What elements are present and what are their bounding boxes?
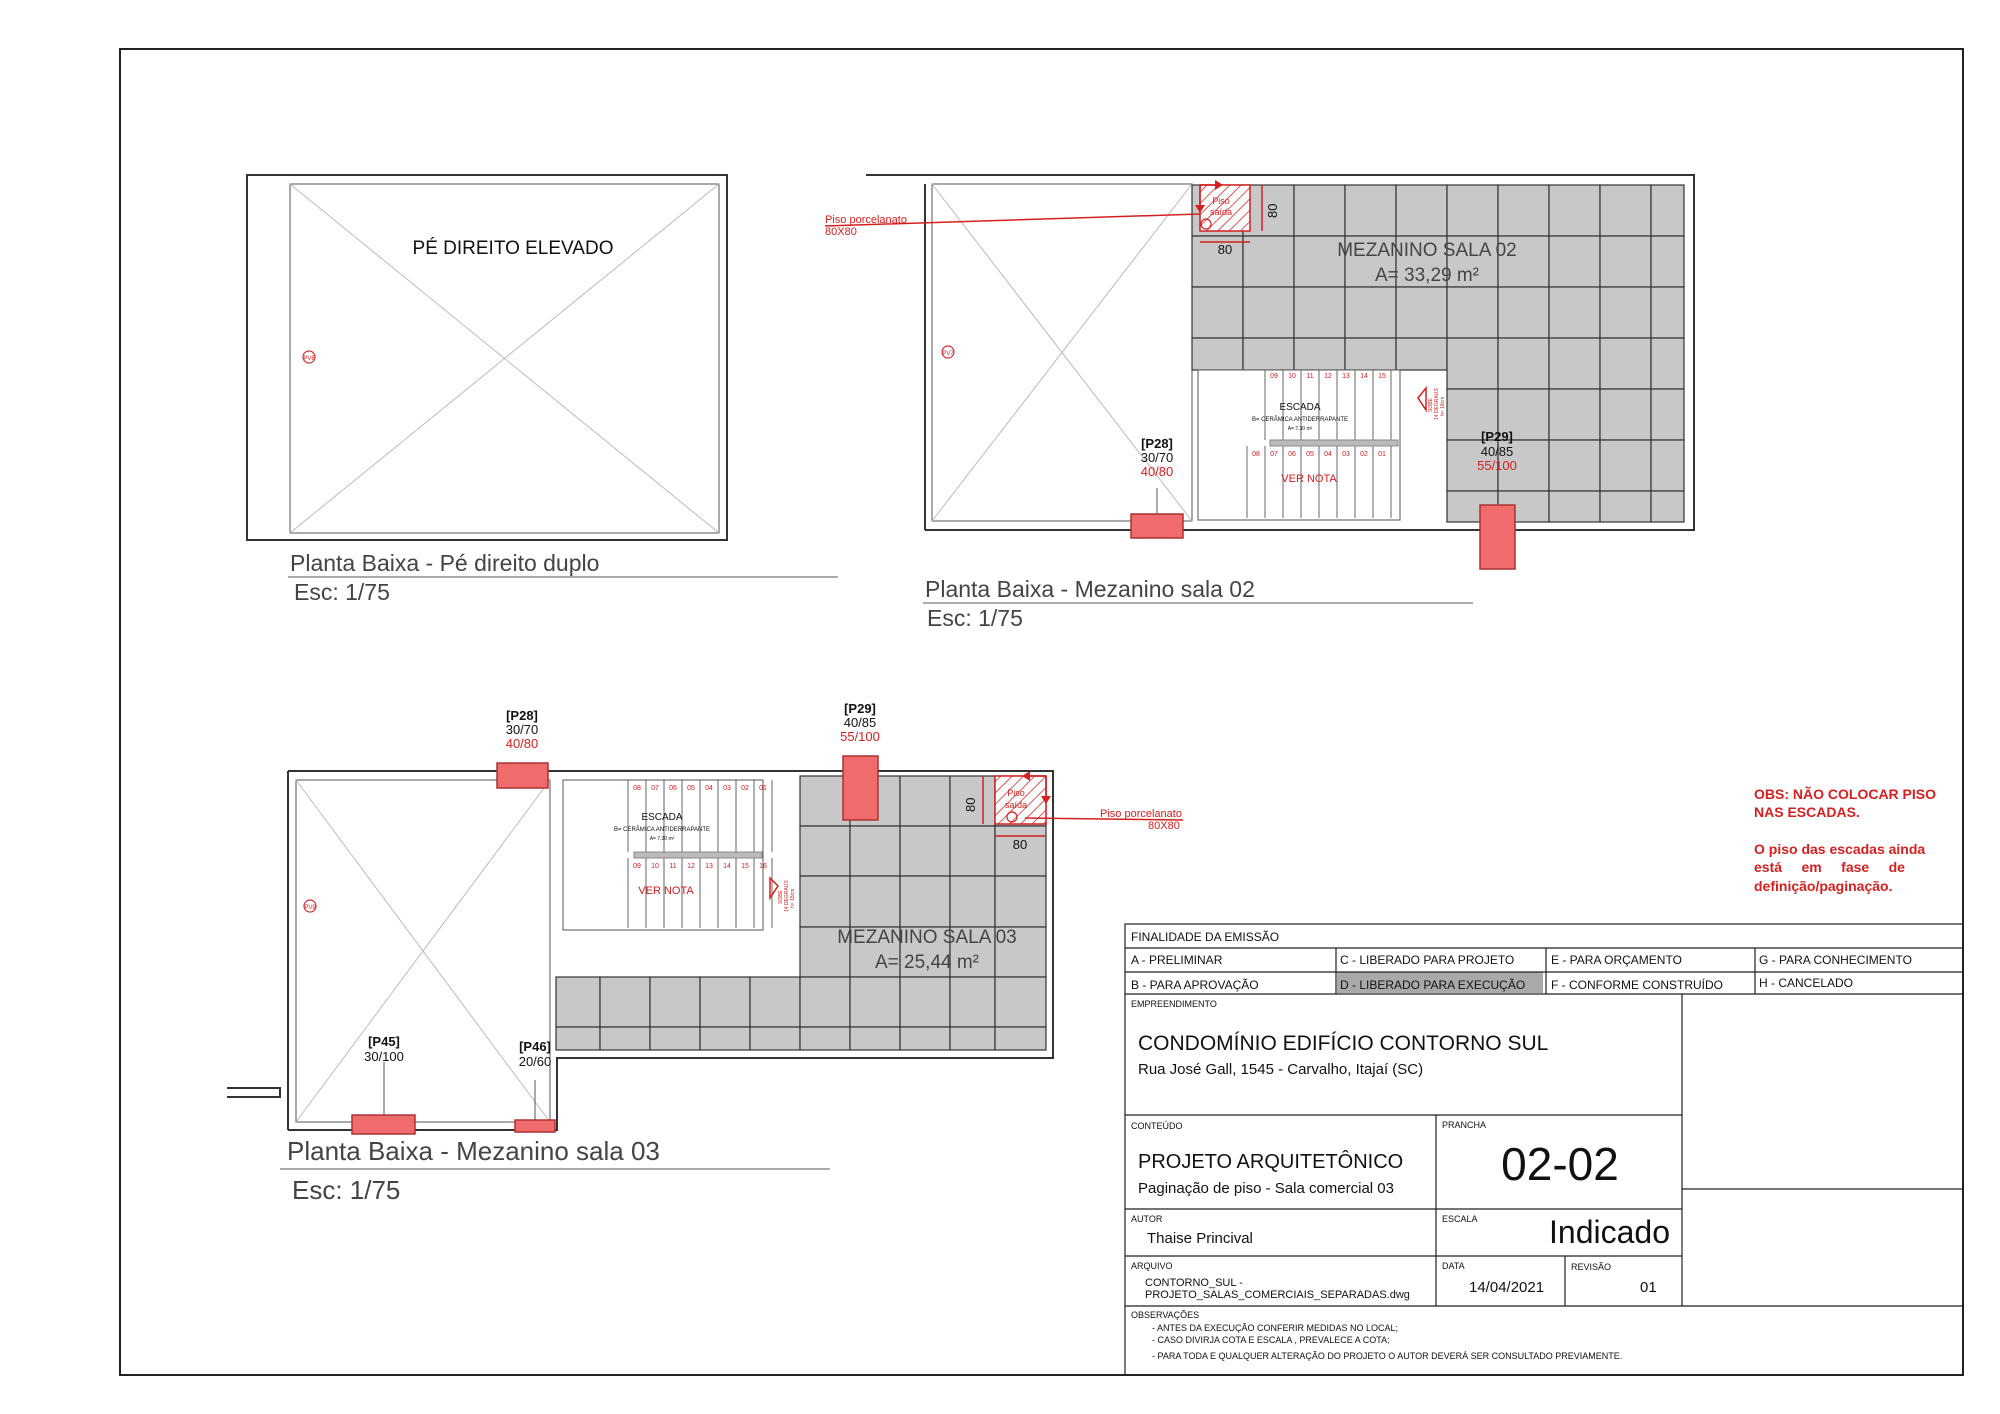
floor-tile	[850, 876, 900, 927]
plan-title: Planta Baixa - Pé direito duplo	[290, 550, 600, 576]
svg-text:REVISÃO: REVISÃO	[1571, 1262, 1612, 1272]
pillar-p28	[497, 763, 548, 788]
svg-text:ESCADA: ESCADA	[641, 812, 683, 823]
svg-text:ESCADA: ESCADA	[1279, 402, 1321, 413]
svg-text:14 DEGRAUS: 14 DEGRAUS	[784, 880, 790, 912]
step-number: 08	[1252, 451, 1260, 458]
svg-text:CONTEÚDO: CONTEÚDO	[1131, 1121, 1183, 1131]
svg-text:PROJETO ARQUITETÔNICO: PROJETO ARQUITETÔNICO	[1138, 1151, 1404, 1173]
step-number: 14	[1360, 373, 1368, 380]
floor-tile	[700, 1027, 750, 1050]
pillar-p29	[843, 756, 878, 820]
floor-tile	[900, 1027, 950, 1050]
svg-text:h= 18cm: h= 18cm	[790, 888, 796, 908]
floor-tile	[800, 977, 850, 1027]
step-number: 01	[759, 785, 767, 792]
svg-text:E - PARA ORÇAMENTO: E - PARA ORÇAMENTO	[1551, 953, 1682, 967]
step-number: 04	[1324, 451, 1332, 458]
stair-floor-note	[1754, 785, 1936, 894]
floor-tile	[850, 977, 900, 1027]
step-number: 10	[1288, 373, 1296, 380]
svg-text:[P46]: [P46]	[519, 1039, 551, 1054]
floor-tile	[1651, 338, 1684, 389]
floor-tile	[995, 1027, 1046, 1050]
svg-text:Piso: Piso	[1212, 196, 1230, 206]
room-area: A= 33,29 m²	[1374, 265, 1480, 286]
svg-text:NAS ESCADAS.: NAS ESCADAS.	[1754, 804, 1860, 820]
floor-tile	[600, 977, 650, 1027]
floor-tile	[800, 876, 850, 927]
step-number: 15	[1378, 373, 1386, 380]
room-area: A= 25,44 m²	[874, 952, 980, 973]
svg-text:Piso porcelanato: Piso porcelanato	[825, 214, 907, 226]
svg-text:saída: saída	[1004, 800, 1028, 810]
step-number: 09	[1270, 373, 1278, 380]
floor-tile	[650, 977, 700, 1027]
svg-text:G - PARA CONHECIMENTO: G - PARA CONHECIMENTO	[1759, 953, 1912, 967]
floor-tile	[850, 1027, 900, 1050]
svg-text:55/100: 55/100	[840, 729, 880, 744]
plan-scale: Esc: 1/75	[927, 605, 1023, 631]
svg-text:H - CANCELADO: H - CANCELADO	[1759, 976, 1854, 990]
plan-scale: Esc: 1/75	[292, 1175, 401, 1205]
svg-text:DATA: DATA	[1442, 1261, 1465, 1271]
pillar-p45	[352, 1115, 415, 1134]
room-label: PÉ DIREITO ELEVADO	[412, 238, 614, 259]
svg-text:Indicado: Indicado	[1549, 1214, 1670, 1250]
step-number: 02	[1360, 451, 1368, 458]
plan-title: Planta Baixa - Mezanino sala 02	[925, 576, 1255, 602]
svg-text:14/04/2021: 14/04/2021	[1469, 1279, 1545, 1296]
floor-tile	[1294, 287, 1345, 338]
svg-text:SOBE: SOBE	[778, 890, 784, 904]
floor-tile	[1651, 491, 1684, 522]
floor-tile	[1447, 185, 1498, 236]
svg-text:30/70: 30/70	[505, 722, 539, 737]
floor-tile	[1549, 440, 1600, 491]
floor-tile	[1549, 338, 1600, 389]
svg-text:Paginação de piso - Sala comer: Paginação de piso - Sala comercial 03	[1138, 1180, 1394, 1197]
svg-text:80: 80	[963, 797, 978, 812]
step-number: 10	[651, 863, 659, 870]
svg-text:A - PRELIMINAR: A - PRELIMINAR	[1131, 953, 1223, 967]
step-number: 11	[669, 863, 677, 870]
floor-tile	[995, 977, 1046, 1027]
svg-text:VER NOTA: VER NOTA	[638, 885, 694, 897]
floor-tile	[1396, 338, 1447, 370]
svg-text:ESCALA: ESCALA	[1442, 1214, 1478, 1224]
svg-text:SOBE: SOBE	[1428, 398, 1434, 412]
step-number: 12	[687, 863, 695, 870]
step-number: 05	[1306, 451, 1314, 458]
floor-tile	[800, 826, 850, 876]
step-number: 04	[705, 785, 713, 792]
floor-tile	[600, 1027, 650, 1050]
plan-title: Planta Baixa - Mezanino sala 03	[287, 1136, 660, 1166]
floor-tile	[1192, 287, 1243, 338]
svg-text:PV7: PV7	[942, 351, 954, 357]
floor-tile	[1294, 185, 1345, 236]
floor-tile	[1549, 389, 1600, 440]
floor-tile	[900, 876, 950, 927]
svg-text:A= 7,30 m²: A= 7,30 m²	[649, 836, 675, 842]
step-number: 13	[705, 863, 713, 870]
floor-tile	[900, 977, 950, 1027]
floor-tile	[750, 977, 800, 1027]
svg-text:Piso porcelanato: Piso porcelanato	[1100, 808, 1182, 820]
svg-text:- PARA TODA E QUALQUER ALTERAÇ: - PARA TODA E QUALQUER ALTERAÇÃO DO PROJETO O AUTOR DEVERÁ SER CONSULTADO PREVIAMENTE.	[1152, 1351, 1623, 1361]
floor-tile	[900, 776, 950, 826]
floor-tile	[1498, 185, 1549, 236]
svg-text:OBSERVAÇÕES: OBSERVAÇÕES	[1131, 1310, 1200, 1320]
floor-tile	[1651, 236, 1684, 287]
floor-tile	[1498, 338, 1549, 389]
svg-text:- ANTES DA EXECUÇÃO CONFERIR M: - ANTES DA EXECUÇÃO CONFERIR MEDIDAS NO LOCAL;	[1152, 1323, 1399, 1333]
svg-text:[P29]: [P29]	[1481, 429, 1513, 444]
floor-tile	[1600, 236, 1651, 287]
step-number: 08	[633, 785, 641, 792]
floor-tile	[556, 1027, 600, 1050]
room-name: MEZANINO SALA 03	[837, 927, 1017, 948]
svg-text:[P29]: [P29]	[844, 701, 876, 716]
sheet-number: 02-02	[1501, 1138, 1619, 1190]
svg-text:14 DEGRAUS: 14 DEGRAUS	[1434, 388, 1440, 420]
svg-text:Thaise Princival: Thaise Princival	[1147, 1230, 1253, 1247]
floor-tile	[1243, 287, 1294, 338]
svg-text:Piso: Piso	[1007, 788, 1025, 798]
pillar-p28	[1131, 514, 1183, 538]
svg-text:30/100: 30/100	[364, 1049, 404, 1064]
svg-text:está em fase de: está em fase de	[1754, 859, 1905, 875]
floor-tile	[1549, 185, 1600, 236]
step-number: 09	[633, 863, 641, 870]
svg-text:A= 7,30 m²: A= 7,30 m²	[1287, 426, 1313, 432]
floor-tile	[1396, 287, 1447, 338]
floor-tile	[950, 826, 995, 876]
plan-scale: Esc: 1/75	[294, 579, 390, 605]
floor-tile	[1600, 287, 1651, 338]
floor-tile	[800, 1027, 850, 1050]
step-number: 16	[759, 863, 767, 870]
svg-text:80: 80	[1012, 837, 1028, 852]
svg-text:80: 80	[1217, 242, 1233, 257]
svg-text:[P28]: [P28]	[1141, 436, 1173, 451]
project-address: Rua José Gall, 1545 - Carvalho, Itajaí (SC)	[1138, 1061, 1424, 1078]
floor-tile	[750, 1027, 800, 1050]
step-number: 07	[1270, 451, 1278, 458]
step-number: 06	[1288, 451, 1296, 458]
step-number: 05	[687, 785, 695, 792]
svg-text:40/85: 40/85	[843, 715, 877, 730]
floor-tile	[950, 876, 995, 927]
floor-tile	[1345, 338, 1396, 370]
step-number: 07	[651, 785, 659, 792]
floor-tile	[1600, 491, 1651, 522]
svg-text:20/60: 20/60	[518, 1054, 552, 1069]
svg-text:VER NOTA: VER NOTA	[1281, 473, 1337, 485]
svg-text:O piso das escadas ainda: O piso das escadas ainda	[1754, 841, 1926, 857]
floor-tile	[1600, 389, 1651, 440]
svg-text:[P28]: [P28]	[506, 708, 538, 723]
floor-tile	[950, 977, 995, 1027]
floor-tile	[556, 977, 600, 1027]
step-number: 06	[669, 785, 677, 792]
svg-text:F - CONFORME CONSTRUÍDO: F - CONFORME CONSTRUÍDO	[1551, 978, 1723, 992]
room-name: MEZANINO SALA 02	[1337, 240, 1517, 261]
floor-tile	[1447, 287, 1498, 338]
floor-tile	[850, 826, 900, 876]
svg-text:ARQUIVO: ARQUIVO	[1131, 1261, 1173, 1271]
svg-text:80: 80	[1265, 203, 1280, 218]
plan-mezanino-sala-02	[825, 175, 1694, 631]
svg-text:OBS: NÃO COLOCAR PISO: OBS: NÃO COLOCAR PISO	[1754, 786, 1937, 802]
svg-text:saída: saída	[1209, 207, 1233, 217]
step-number: 12	[1324, 373, 1332, 380]
svg-text:definição/paginação.: definição/paginação.	[1754, 878, 1893, 894]
pillar-p46	[515, 1120, 555, 1132]
floor-tile	[1651, 287, 1684, 338]
svg-text:h= 18cm: h= 18cm	[1440, 396, 1446, 416]
svg-text:[P45]: [P45]	[368, 1034, 400, 1049]
svg-text:AUTOR: AUTOR	[1131, 1214, 1163, 1224]
plan-mezanino-sala-03	[227, 701, 1183, 1205]
floor-tile	[1549, 236, 1600, 287]
svg-text:B= CERÂMICA ANTIDERRAPANTE: B= CERÂMICA ANTIDERRAPANTE	[613, 827, 711, 833]
floor-tile	[1600, 440, 1651, 491]
floor-tile	[995, 876, 1046, 927]
step-number: 14	[723, 863, 731, 870]
svg-text:B - PARA APROVAÇÃO: B - PARA APROVAÇÃO	[1131, 978, 1259, 992]
floor-tile	[1498, 287, 1549, 338]
pillar-p29	[1480, 505, 1515, 569]
svg-text:FINALIDADE DA EMISSÃO: FINALIDADE DA EMISSÃO	[1131, 930, 1280, 944]
title-block	[1125, 924, 1963, 1375]
step-number: 03	[723, 785, 731, 792]
svg-text:40/80: 40/80	[505, 736, 539, 751]
svg-text:- CASO DIVIRJA COTA E ESCALA ,: - CASO DIVIRJA COTA E ESCALA , PREVALECE A COTA;	[1152, 1335, 1390, 1345]
svg-text:01: 01	[1640, 1279, 1657, 1296]
floor-tile	[1396, 185, 1447, 236]
step-number: 13	[1342, 373, 1350, 380]
step-number: 11	[1306, 373, 1314, 380]
floor-tile	[650, 1027, 700, 1050]
floor-tile	[1243, 236, 1294, 287]
floor-tile	[1447, 338, 1498, 389]
step-number: 02	[741, 785, 749, 792]
floor-tile	[1549, 287, 1600, 338]
floor-tile	[1600, 185, 1651, 236]
floor-tile	[1651, 440, 1684, 491]
step-number: 03	[1342, 451, 1350, 458]
svg-text:C - LIBERADO PARA PROJETO: C - LIBERADO PARA PROJETO	[1340, 953, 1515, 967]
floor-tile	[700, 977, 750, 1027]
step-number: 15	[741, 863, 749, 870]
svg-text:PRANCHA: PRANCHA	[1442, 1120, 1487, 1130]
svg-text:B= CERÂMICA ANTIDERRAPANTE: B= CERÂMICA ANTIDERRAPANTE	[1251, 417, 1349, 423]
svg-text:40/85: 40/85	[1480, 444, 1514, 459]
svg-text:D - LIBERADO PARA EXECUÇÃO: D - LIBERADO PARA EXECUÇÃO	[1340, 978, 1526, 992]
floor-tile	[1243, 338, 1294, 370]
svg-text:PV9: PV9	[304, 905, 316, 911]
floor-tile	[1294, 338, 1345, 370]
floor-tile	[1651, 389, 1684, 440]
svg-text:80X80: 80X80	[825, 226, 857, 238]
project-name: CONDOMÍNIO EDIFÍCIO CONTORNO SUL	[1138, 1032, 1549, 1055]
plan-pe-direito-duplo	[247, 175, 838, 605]
svg-text:PV8: PV8	[303, 356, 315, 362]
svg-text:30/70: 30/70	[1140, 450, 1174, 465]
floor-tile	[1192, 338, 1243, 370]
svg-text:55/100: 55/100	[1477, 458, 1517, 473]
floor-tile	[1345, 185, 1396, 236]
floor-tile	[900, 826, 950, 876]
floor-tile	[1651, 185, 1684, 236]
svg-text:EMPREENDIMENTO: EMPREENDIMENTO	[1131, 999, 1217, 1009]
svg-text:CONTORNO_SUL -: CONTORNO_SUL -	[1145, 1277, 1243, 1289]
svg-text:PROJETO_SALAS_COMERCIAIS_SEPAR: PROJETO_SALAS_COMERCIAIS_SEPARADAS.dwg	[1145, 1289, 1410, 1301]
svg-text:40/80: 40/80	[1140, 464, 1174, 479]
floor-tile	[950, 1027, 995, 1050]
step-number: 01	[1378, 451, 1386, 458]
floor-tile	[1600, 338, 1651, 389]
svg-text:80X80: 80X80	[1148, 820, 1180, 832]
floor-tile	[1549, 491, 1600, 522]
floor-tile	[1345, 287, 1396, 338]
